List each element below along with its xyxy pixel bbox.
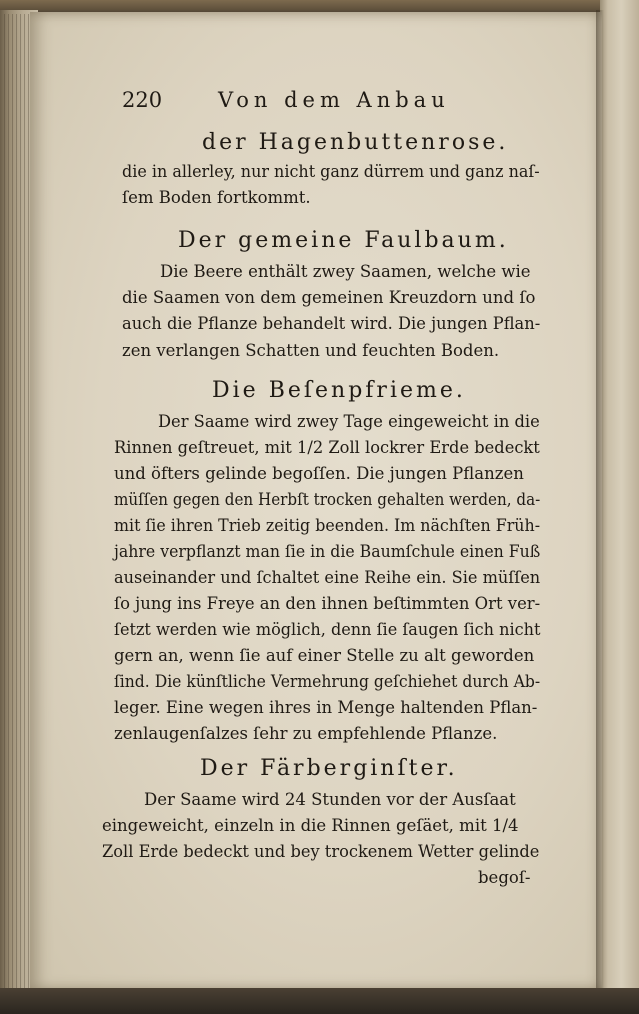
text-line: ſem Boden fortkommt. [122,188,311,207]
text-line: gern an, wenn ſie auf einer Stelle zu alt geworden [114,646,535,665]
page-stack-lines [4,14,32,989]
text-line: ſind. Die künſtliche Vermehrung geſchiehet durch Ab- [114,672,541,691]
text-line: mit ſie ihren Trieb zeitig beenden. Im nächſten Früh- [114,516,541,535]
text-line: die in allerley, nur nicht ganz dürrem und ganz naſ- [122,162,540,181]
section-heading-besenpfrieme: Die Beſenpfrieme. [212,378,466,403]
text-line: auseinander und ſchaltet eine Reihe ein. Sie müſſen [114,568,541,587]
running-title: Von dem Anbau [218,88,450,112]
text-line: eingeweicht, einzeln in die Rinnen geſäet, mit 1/4 [102,816,519,835]
text-line: jahre verpflanzt man ſie in die Baumſchule einen Fuß [114,542,541,561]
text-line: ſetzt werden wie möglich, denn ſie ſaugen ſich nicht [114,620,541,639]
text-line: Die Beere enthält zwey Saamen, welche wie [160,262,531,281]
page-number: 220 [122,88,163,112]
text-line: auch die Pflanze behandelt wird. Die jungen Pflan- [122,314,541,333]
page-fold-shadow [596,10,604,995]
text-line: die Saamen von dem gemeinen Kreuzdorn und ſo [122,288,536,307]
text-line: Zoll Erde bedeckt und bey trockenem Wetter gelinde [102,842,540,861]
text-line: leger. Eine wegen ihres in Menge haltenden Pflan- [114,698,538,717]
text-line: Rinnen geſtreuet, mit 1/2 Zoll lockrer Erde bedeckt [114,438,540,457]
text-line: zen verlangen Schatten und feuchten Boden. [122,341,500,360]
text-line: ſo jung ins Freye an den ihnen beſtimmten Ort ver- [114,594,541,613]
bottom-shadow [0,988,639,1014]
text-line: Der Saame wird zwey Tage eingeweicht in die [158,412,540,431]
text-line: Der Saame wird 24 Stunden vor der Ausſaat [144,790,516,809]
catchword: begoſ- [478,868,531,887]
continued-heading: der Hagenbuttenrose. [202,130,509,155]
text-line: zenlaugenſalzes ſehr zu empfehlende Pflanze. [114,724,498,743]
text-line: und öfters gelinde begoſſen. Die jungen Pflanzen [114,464,524,483]
text-line: müſſen gegen den Herbſt trocken gehalten werden, da- [114,490,541,509]
section-heading-faulbaum: Der gemeine Faulbaum. [178,228,509,253]
section-heading-faerberginster: Der Färberginſter. [200,756,458,781]
facing-page-edge [600,0,639,1014]
